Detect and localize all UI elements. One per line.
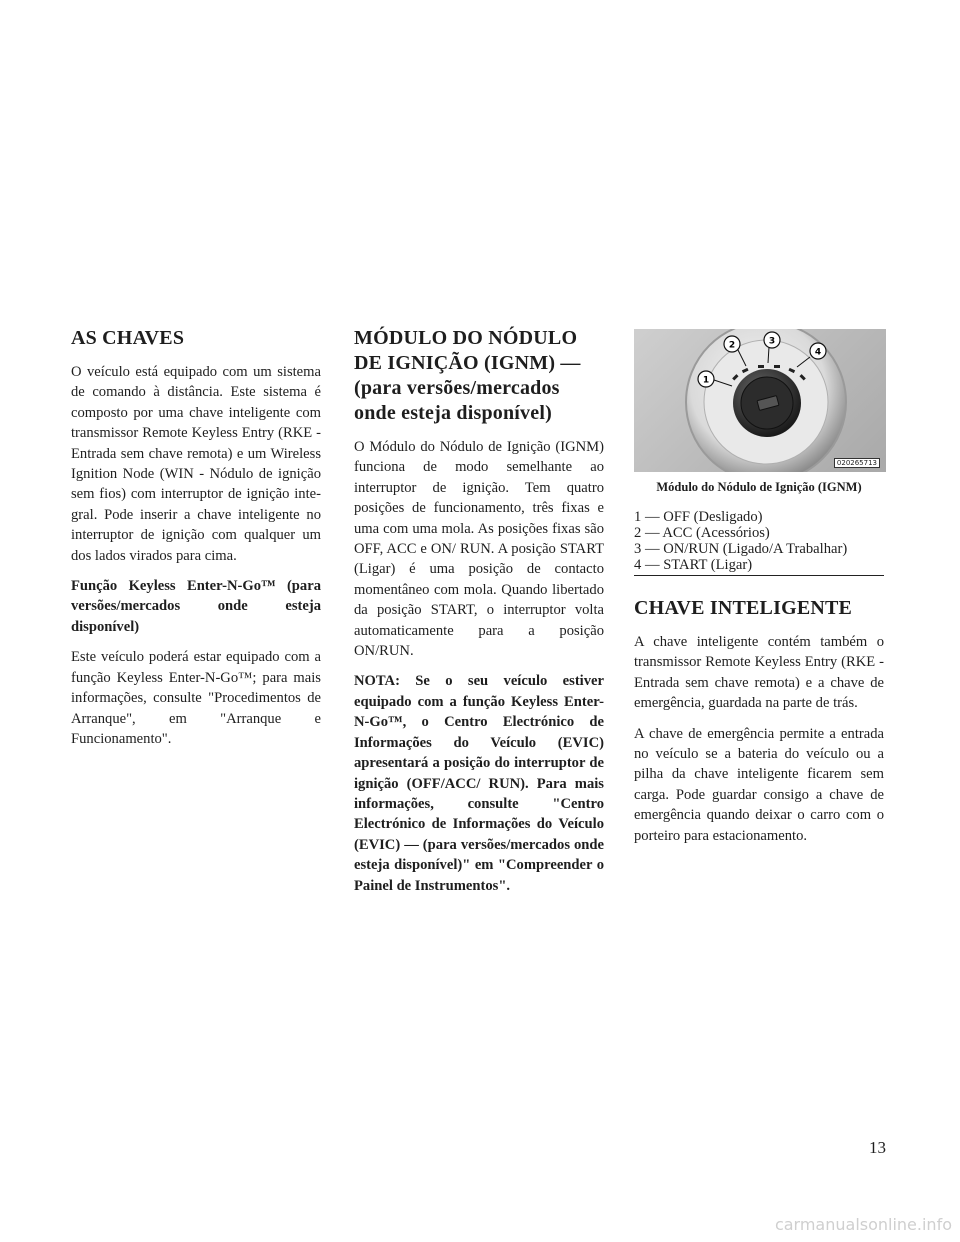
callout-4-label: 4	[814, 347, 822, 358]
note-paragraph: NOTA: Se o seu veículo estiver equipado com a função Keyless Enter-N-Go™, o Centro Electrónico de Informações do Veículo (EVIC) apresentará a posição do interruptor de ignição (OFF/ACC/ RUN). Para mais informações, consulte "Centro Electrónico de Informações do Veículo (EVIC) — (para versões/mercados onde esteja disponível)" em "Compreender o Painel de Instrumentos".	[354, 673, 604, 894]
keyless-paragraph: Este veículo poderá estar equipado com a função Keyless Enter-N-Go™; para mais informações, consulte "Procedimentos de Arranque", em "Arranque e Funcionamento".	[71, 649, 321, 747]
section-heading-keys: AS CHAVES	[71, 327, 185, 349]
figure-code: 020265713	[834, 458, 880, 468]
keyless-subheading: Função Keyless Enter-N-Go™ (para versões/mercados onde esteja disponível)	[71, 578, 321, 635]
ignm-paragraph: O Módulo do Nódulo de Ignição (IGNM) funciona de modo semelhante ao interruptor de ignição. Tem quatro posições de funcionamento, três fixas e uma com uma mola. As posições fixas são OFF, ACC e ON/ RUN. A posição START (Ligar) é uma posição de contacto momentâneo com mola. Quando libertado da posição START, o interruptor volta automaticamente para a posição ON/RUN.	[354, 439, 604, 660]
watermark: carmanualsonline.info	[774, 1215, 952, 1234]
ignition-switch-illustration	[634, 329, 886, 472]
legend-item: 1 — OFF (Desligado)	[634, 509, 763, 525]
column-middle	[354, 326, 604, 906]
ignition-module-figure	[634, 329, 886, 472]
legend-item: 3 — ON/RUN (Ligado/A Trabalhar)	[634, 541, 848, 557]
legend-item: 2 — ACC (Acessórios)	[634, 525, 770, 541]
callout-2-label: 2	[728, 340, 736, 351]
page-number: 13	[869, 1138, 886, 1157]
keys-paragraph: O veículo está equipado com um sistema de comando à distância. Este sistema é composto por uma chave inteligente com transmissor Remote Keyless Entry (RKE - Entrada sem chave remota) e um Wireless Ignition Node (WIN - Nódulo de ignição sem fios) com interruptor de ignição integral. Pode inserir a chave inteligente no interruptor de ignição com qualquer um dos lados virados para cima.	[71, 364, 321, 564]
section-heading-smart-key: CHAVE INTELIGENTE	[634, 597, 853, 619]
section-heading-ignm: MÓDULO DO NÓDULO DE IGNIÇÃO (IGNM) — (para versões/mercados onde esteja disponível)	[354, 327, 581, 424]
legend-item: 4 — START (Ligar)	[634, 557, 753, 573]
figure-caption: Módulo do Nódulo de Ignição (IGNM)	[656, 480, 862, 494]
column-right	[634, 329, 884, 856]
callout-3-label: 3	[768, 336, 776, 347]
callout-1-label: 1	[702, 375, 710, 386]
smart-key-paragraph-2: A chave de emergência permite a entrada no veículo se a bateria do veículo ou a pilha da chave inteligente ficarem sem carga. Pode guardar consigo a chave de emergência quando deixar o carro com o porteiro para estacionamento.	[634, 725, 884, 844]
smart-key-paragraph-1: A chave inteligente contém também o transmissor Remote Keyless Entry (RKE - Entrada sem chave remota) e a chave de emergência, guardada na parte de trás.	[634, 634, 884, 712]
column-left	[71, 326, 321, 759]
figure-legend	[634, 509, 884, 576]
